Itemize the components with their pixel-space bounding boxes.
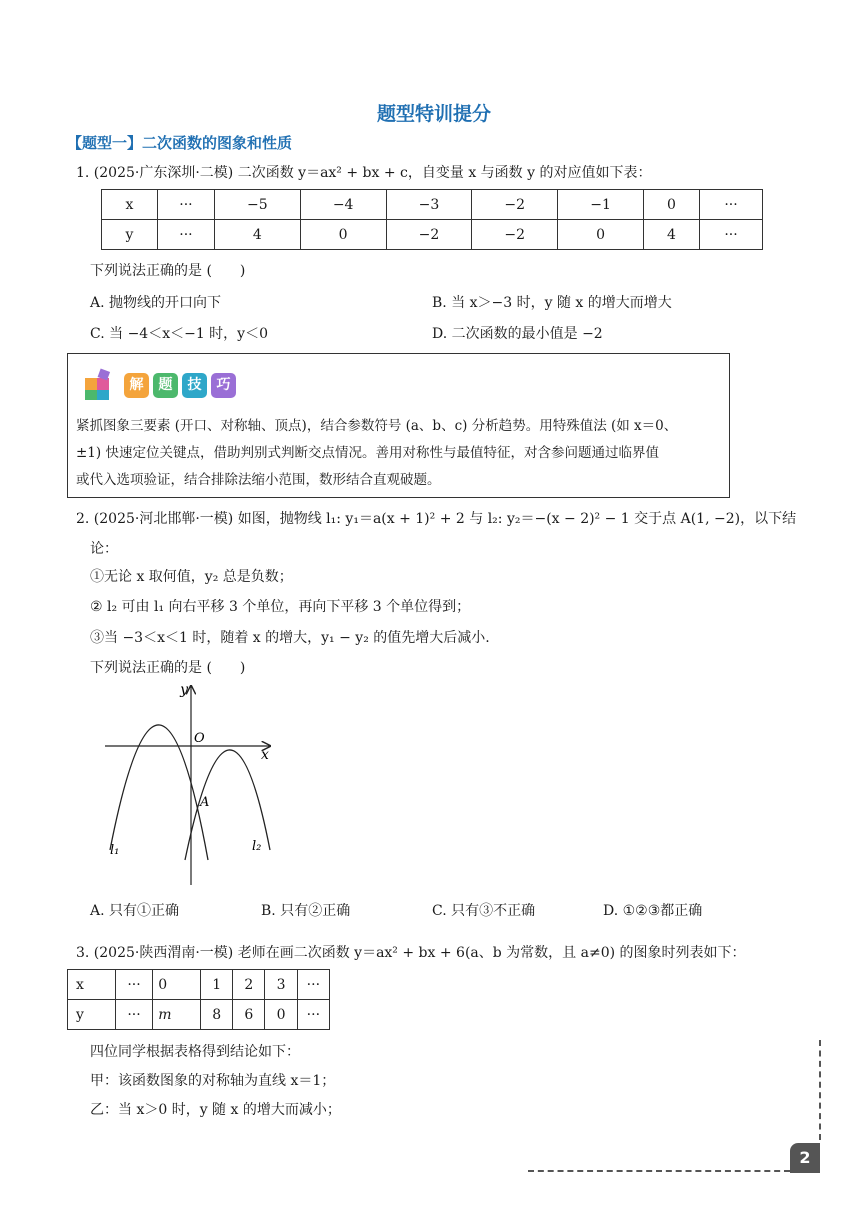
q2-option-a[interactable]: A. 只有①正确: [90, 903, 180, 919]
q3-conclusion-2: 乙：当 x＞0 时，y 随 x 的增大而减小；: [90, 1102, 341, 1118]
q1-option-b[interactable]: B. 当 x＞−3 时，y 随 x 的增大而增大: [432, 295, 672, 311]
tip-badge-3: 技: [182, 373, 207, 398]
table-cell: m: [153, 1000, 201, 1030]
curve-l2-label: l₂: [252, 839, 262, 854]
table-cell: y: [102, 220, 158, 250]
table-cell: ···: [115, 970, 152, 1000]
table-cell: ···: [297, 1000, 329, 1030]
table-cell: 0: [300, 220, 386, 250]
q3-intro: 四位同学根据表格得到结论如下：: [90, 1044, 300, 1060]
q1-option-a[interactable]: A. 抛物线的开口向下: [90, 295, 222, 311]
footer-dashed-line: [528, 1170, 790, 1172]
q1-table-row-y: [102, 220, 763, 250]
q2-stem: 2. (2025·河北邯郸·一模) 如图，抛物线 l₁: y₁＝a(x + 1)² + 2 与 l₂: y₂＝−(x − 2)² − 1 交于点 A(1, −2)，以下结: [76, 511, 797, 527]
table-cell: x: [68, 970, 116, 1000]
q1-table: [101, 189, 763, 250]
table-cell: 4: [214, 220, 300, 250]
table-cell: 6: [233, 1000, 265, 1030]
table-cell: ···: [297, 970, 329, 1000]
table-cell: y: [68, 1000, 116, 1030]
q2-option-c[interactable]: C. 只有③不正确: [432, 903, 536, 919]
q2-prompt: 下列说法正确的是 ( ): [90, 660, 246, 676]
section-title: 【题型一】二次函数的图象和性质: [67, 134, 293, 152]
tip-badge-1: 解: [124, 373, 149, 398]
table-cell: 4: [644, 220, 700, 250]
table-cell: 2: [233, 970, 265, 1000]
table-cell: 0: [558, 220, 644, 250]
q3-table-row-x: [68, 970, 330, 1000]
tip-line-3: 或代入选项验证，结合排除法缩小范围，数形结合直观破题。: [76, 472, 441, 488]
table-cell: x: [102, 190, 158, 220]
q2-stem-cont: 论：: [90, 541, 118, 557]
table-cell: −5: [214, 190, 300, 220]
puzzle-icon: [83, 368, 117, 402]
q3-conclusion-1: 甲：该函数图象的对称轴为直线 x＝1；: [90, 1073, 336, 1089]
q2-statement-1: ①无论 x 取何值，y₂ 总是负数；: [90, 569, 293, 585]
page-number: 2: [790, 1143, 820, 1173]
q2-statement-2: ② l₂ 可由 l₁ 向右平移 3 个单位，再向下平移 3 个单位得到；: [90, 599, 471, 615]
origin-label: O: [194, 731, 205, 746]
table-cell: 1: [201, 970, 233, 1000]
table-cell: −3: [386, 190, 472, 220]
y-axis-label: y: [180, 682, 188, 698]
table-cell: 3: [265, 970, 297, 1000]
margin-dashed-line: [819, 1040, 821, 1140]
table-cell: ···: [158, 220, 215, 250]
table-cell: −2: [472, 190, 558, 220]
q1-option-c[interactable]: C. 当 −4＜x＜−1 时，y＜0: [90, 326, 269, 342]
table-cell: −2: [386, 220, 472, 250]
q1-option-d[interactable]: D. 二次函数的最小值是 −2: [432, 326, 603, 342]
curve-l1-label: l₁: [110, 843, 120, 858]
q1-stem: 1. (2025·广东深圳·二模) 二次函数 y＝ax² + bx + c，自变量 x 与函数 y 的对应值如下表：: [76, 165, 652, 181]
tip-line-1: 紧抓图象三要素 (开口、对称轴、顶点)，结合参数符号 (a、b、c) 分析趋势。用特殊值法 (如 x＝0、: [76, 418, 678, 434]
q3-table: [67, 969, 330, 1030]
q1-prompt: 下列说法正确的是 ( ): [90, 263, 246, 279]
tip-line-2: ±1) 快速定位关键点，借助判别式判断交点情况。善用对称性与最值特征，对含参问题通过临界值: [76, 445, 659, 461]
q2-option-b[interactable]: B. 只有②正确: [261, 903, 351, 919]
table-cell: ···: [158, 190, 215, 220]
table-cell: ···: [700, 220, 763, 250]
q1-table-row-x: [102, 190, 763, 220]
table-cell: −4: [300, 190, 386, 220]
q2-figure: [100, 680, 280, 890]
point-a-label: A: [200, 795, 210, 810]
q2-statement-3: ③当 −3＜x＜1 时，随着 x 的增大，y₁ − y₂ 的值先增大后减小.: [90, 630, 490, 646]
tip-badge-4: 巧: [211, 373, 236, 398]
q3-stem: 3. (2025·陕西渭南·一模) 老师在画二次函数 y＝ax² + bx + 6(a、b 为常数，且 a≠0) 的图象时列表如下：: [76, 945, 746, 961]
table-cell: 0: [153, 970, 201, 1000]
table-cell: 0: [265, 1000, 297, 1030]
q2-option-d[interactable]: D. ①②③都正确: [603, 903, 703, 919]
table-cell: 0: [644, 190, 700, 220]
tip-badge-2: 题: [153, 373, 178, 398]
table-cell: ···: [700, 190, 763, 220]
table-cell: −1: [558, 190, 644, 220]
x-axis-label: x: [261, 747, 269, 763]
page-title: 题型特训提分: [376, 103, 491, 125]
table-cell: ···: [115, 1000, 152, 1030]
table-cell: −2: [472, 220, 558, 250]
table-cell: 8: [201, 1000, 233, 1030]
q3-table-row-y: [68, 1000, 330, 1030]
